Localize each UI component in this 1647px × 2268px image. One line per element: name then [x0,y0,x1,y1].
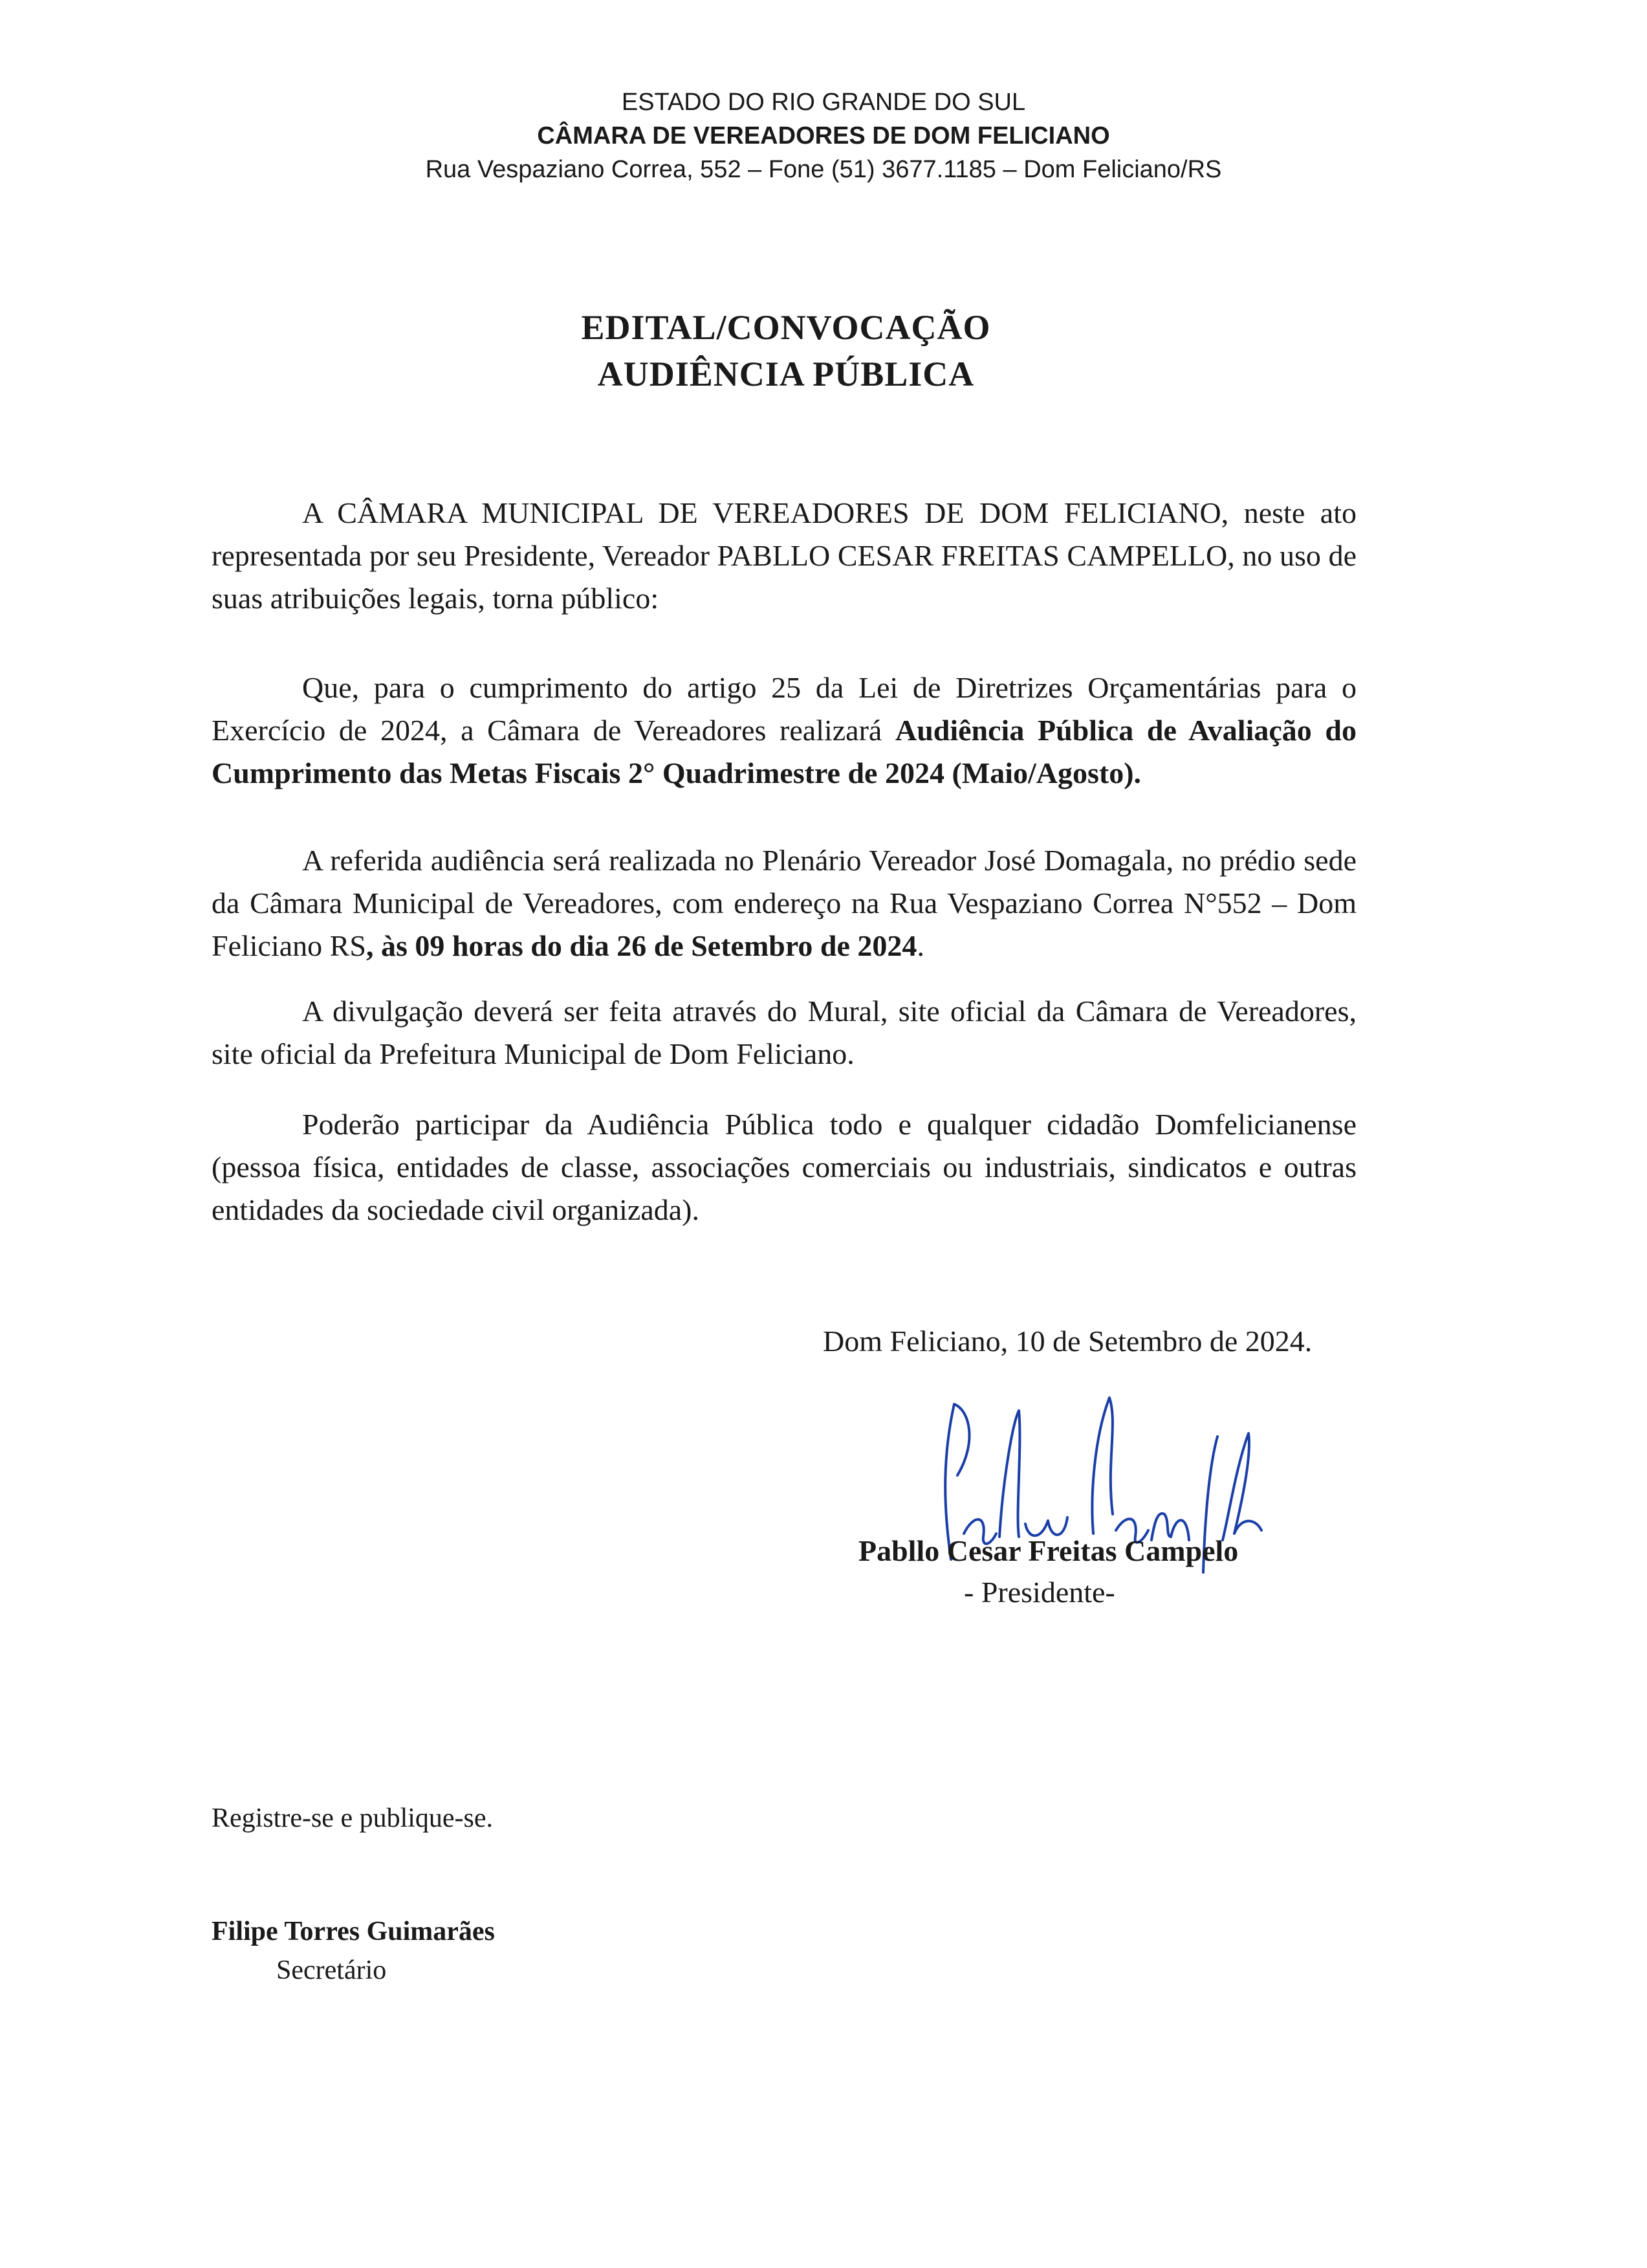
letterhead-chamber: CÂMARA DE VEREADORES DE DOM FELICIANO [537,122,1110,149]
paragraph-4 [212,990,1357,1075]
signatory-role: - Presidente- [964,1576,1115,1609]
letterhead-state: ESTADO DO RIO GRANDE DO SUL [621,89,1026,116]
paragraph-5 [212,1103,1357,1231]
paragraph-3-end: . [917,929,924,962]
paragraph-2-bold: Audiência Pública de Avaliação do Cumprimento das Metas Fiscais 2° Quadrimestre de 2024 (Maio/Agosto). [212,714,1357,789]
document-title [0,304,1572,397]
secretary-role: Secretário [276,1955,387,1985]
paragraph-1-text: A CÂMARA MUNICIPAL DE VEREADORES DE DOM FELICIANO, neste ato representada por seu Presidente, Vereador PABLLO CESAR FREITAS CAMPELLO, no uso de suas atribuições legais, torna público: [212,496,1357,615]
date-line: Dom Feliciano, 10 de Setembro de 2024. [823,1325,1313,1358]
paragraph-5-text: Poderão participar da Audiência Pública todo e qualquer cidadão Domfelicianense (pessoa física, entidades de classe, associações comerciais ou industriais, sindicatos e outras entidades da sociedade civil organizada). [212,1108,1357,1226]
paragraph-2 [212,666,1357,795]
title-line-1: EDITAL/CONVOCAÇÃO [581,308,991,347]
paragraph-3 [212,839,1357,967]
letterhead-address: Rua Vespaziano Correa, 552 – Fone (51) 3677.1185 – Dom Feliciano/RS [425,156,1222,183]
paragraph-4-text: A divulgação deverá ser feita através do Mural, site oficial da Câmara de Vereadores, site oficial da Prefeitura Municipal de Dom Feliciano. [212,995,1357,1070]
title-line-2: AUDIÊNCIA PÚBLICA [597,355,975,393]
register-note: Registre-se e publique-se. [212,1803,494,1833]
paragraph-3-bold: , às 09 horas do dia 26 de Setembro de 2024 [365,929,917,962]
paragraph-2-text: Que, para o cumprimento do artigo 25 da Lei de Diretrizes Orçamentárias para o Exercício de 2024, a Câmara de Vereadores realizará [212,671,1357,747]
signatory-name: Pabllo Cesar Freitas Campelo [858,1534,1239,1567]
secretary-name: Filipe Torres Guimarães [212,1917,495,1946]
paragraph-3-text: A referida audiência será realizada no Plenário Vereador José Domagala, no prédio sede da Câmara Municipal de Vereadores, com endereço na Rua Vespaziano Correa N°552 – Dom Feliciano RS [212,844,1357,962]
letterhead [0,85,1647,186]
paragraph-1 [212,492,1357,620]
